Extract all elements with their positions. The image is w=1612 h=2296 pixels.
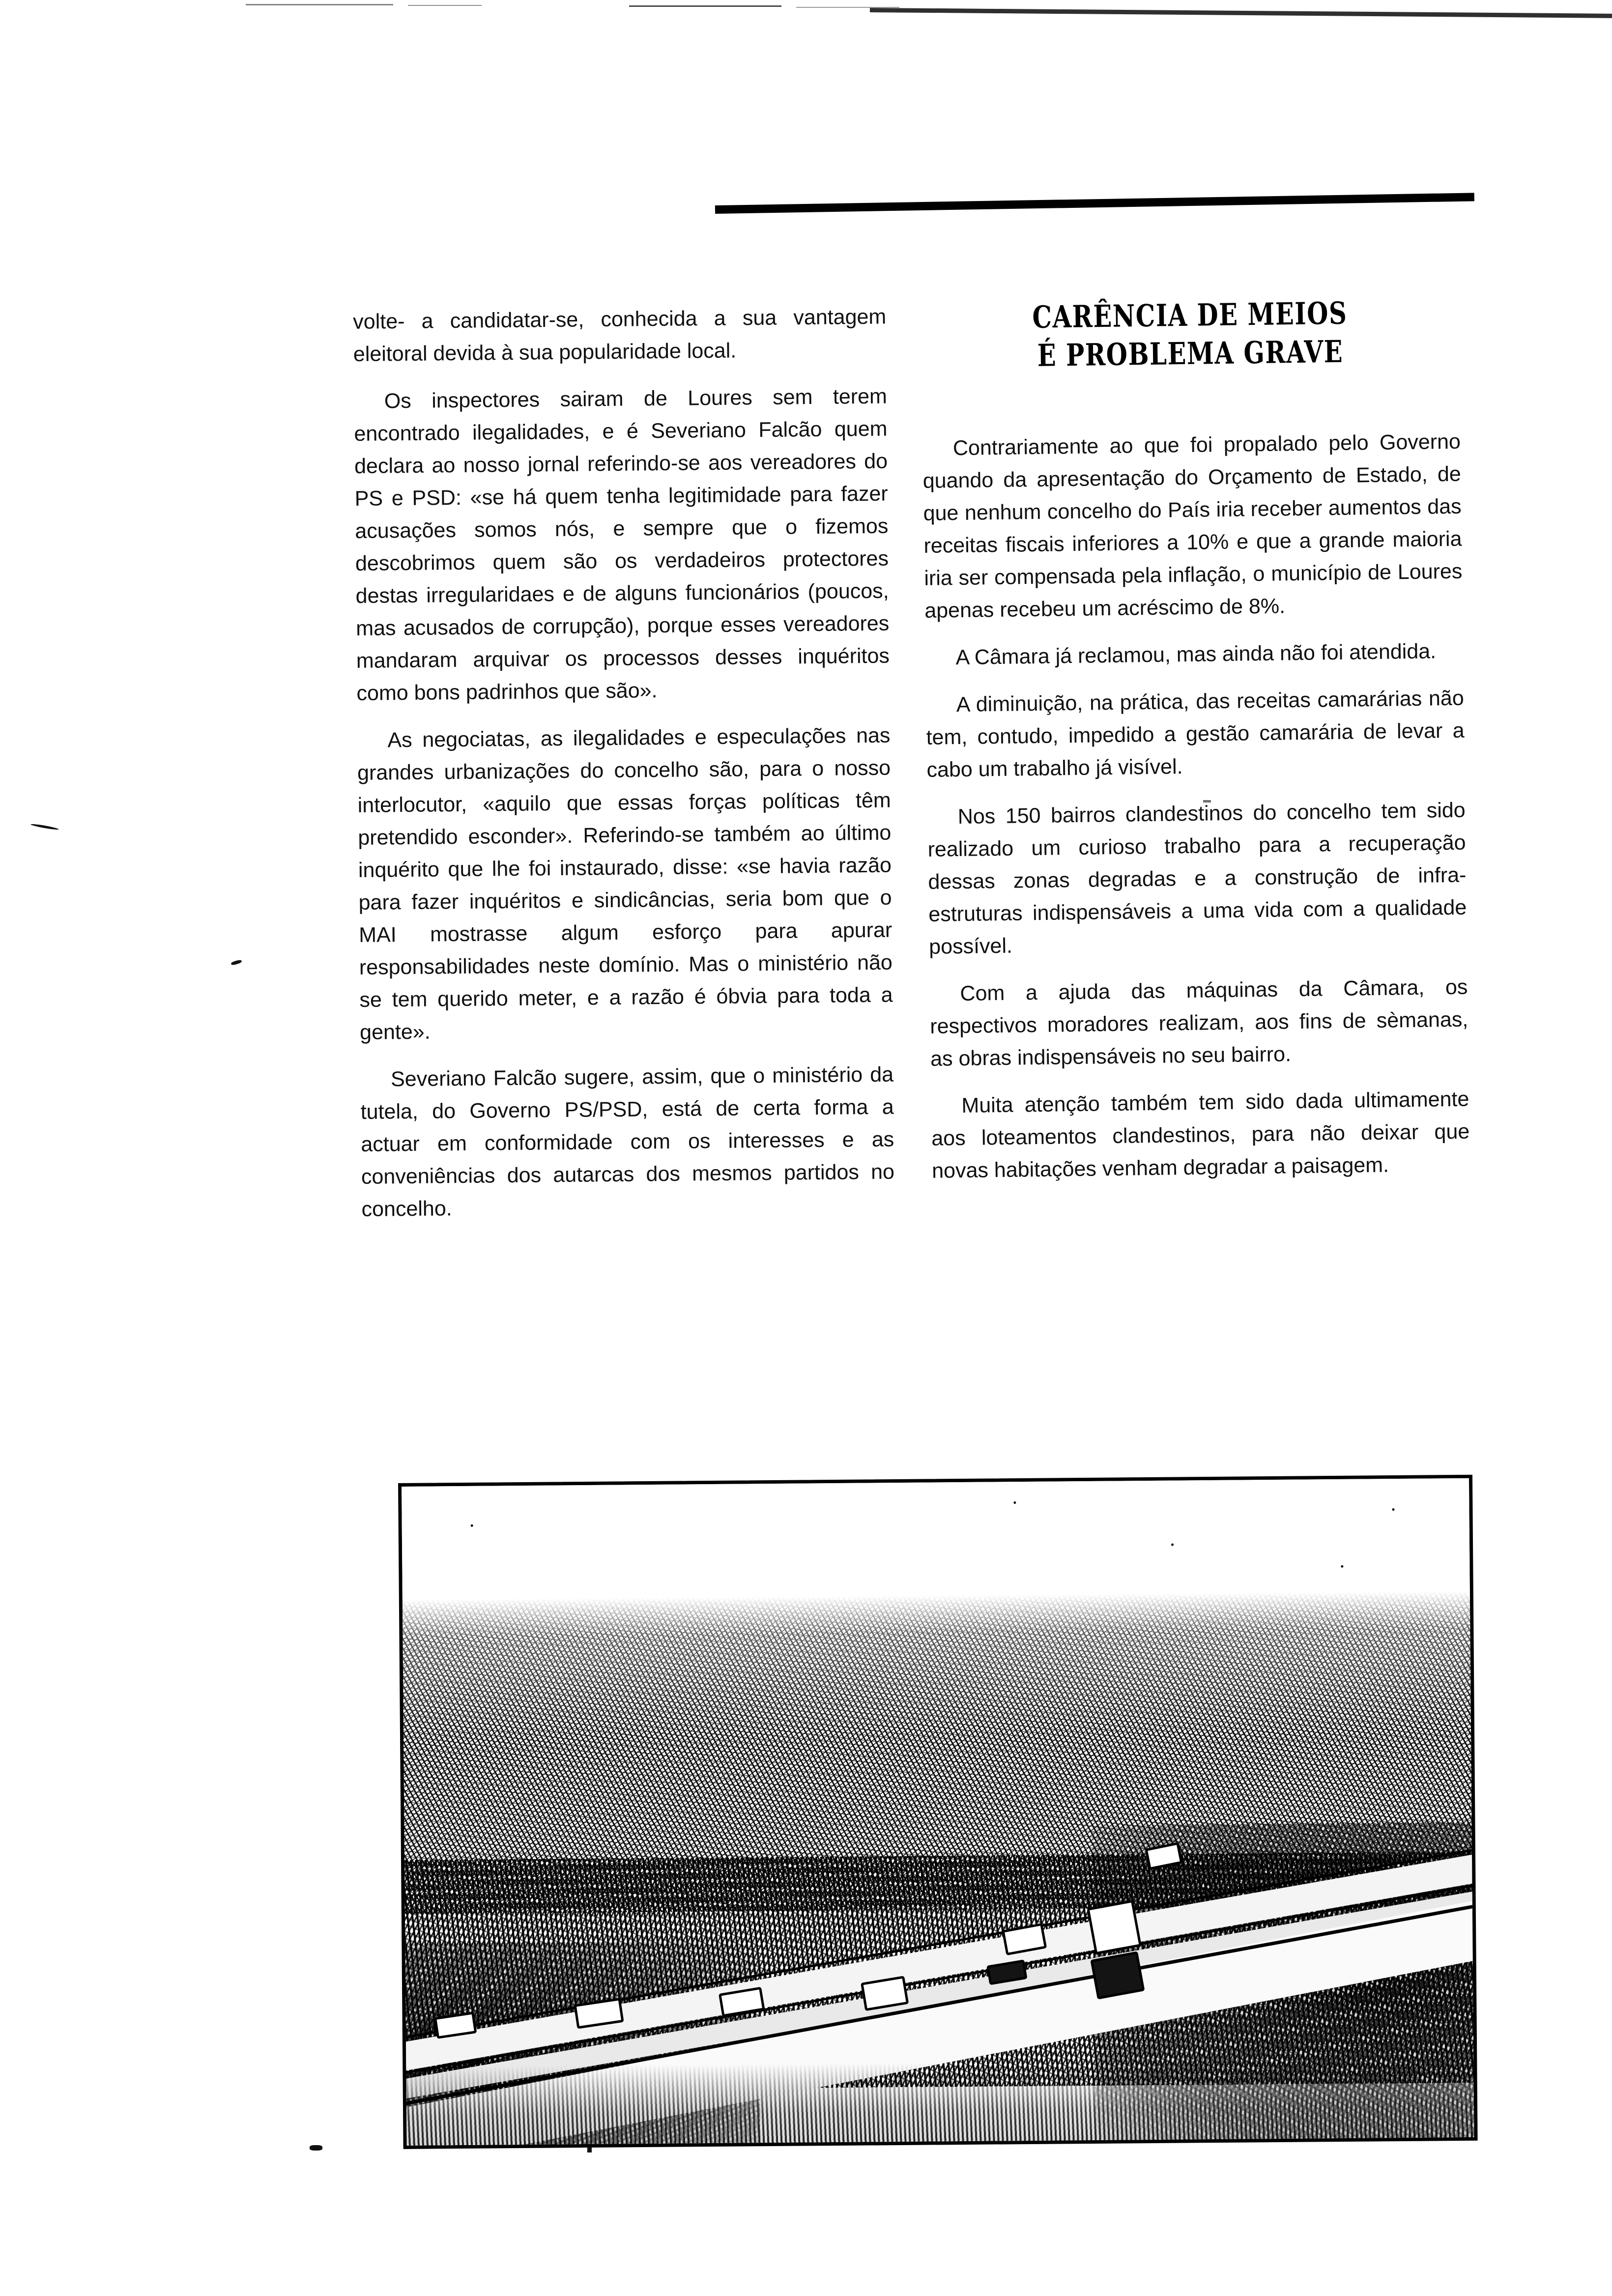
photo-foreground-shadow: [398, 2059, 1478, 2149]
photo-speck: [1392, 1508, 1394, 1511]
right-column-body: [922, 426, 1470, 1202]
paragraph: As negociatas, as ilegalidades e especulações nas grandes urbanizações do concelho são, para o nosso interlocutor, «aquilo que essas forças políticas têm pretendido esconder». Referindo-se também ao último inquérito que lhe foi instaurado, disse: «se havia razão para fazer inquéritos e sindicâncias, seria bom que o MAI mostrasse algum esforço para apurar responsabilidades neste domínio. Mas o ministério não se tem querido meter, e a razão é óbvia para toda a gente».: [357, 723, 893, 1044]
headline-line-1: CARÊNCIA DE MEIOS: [1032, 295, 1348, 335]
photo-vehicle: [1090, 1951, 1145, 1999]
headline-line-2: É PROBLEMA GRAVE: [1037, 333, 1344, 373]
paragraph: A Câmara já reclamou, mas ainda não foi atendida.: [955, 639, 1437, 670]
photograph-image: [402, 1478, 1474, 2146]
photo-speck: [471, 1524, 473, 1527]
paragraph: Severiano Falcão sugere, assim, que o ministério da tutela, do Governo PS/PSD, está de certa forma a actuar em conformidade com os interesses e as conveniências dos autarcas dos mesmos partidos no concelho.: [360, 1062, 895, 1221]
photo-speck: [1171, 1544, 1174, 1546]
paragraph: Os inspectores sairam de Loures sem terem encontrado ilegalidades, e é Severiano Falcão quem declara ao nosso jornal referindo-se aos vereadores do PS e PSD: «se há quem tenha legitimidade para fazer acusações somos nós, e sempre que o fizemos descobrimos quem são os verdadeiros protectores destas irregularidaes e de alguns funcionários (poucos, mas acusados de corrupção), porque esses vereadores mandaram arquivar os processos desses inquéritos como bons padrinhos que são».: [354, 384, 890, 705]
margin-ink-mark: [310, 2145, 322, 2151]
article-photograph: [398, 1475, 1478, 2149]
photo-speck: [1341, 1565, 1343, 1568]
paragraph: volte- a candidatar-se, conhecida a sua vantagem eleitoral devida à sua popularidade local.: [353, 305, 887, 366]
paragraph: Contrariamente ao que foi propalado pelo Governo quando da apresentação do Orçamento de Estado, de que nenhum concelho do País iria receber aumentos das receitas fiscais inferiores a 10% e que a grande maioria iria ser compensada pela inflação, o município de Loures apenas recebeu um acréscimo de 8%.: [922, 430, 1463, 623]
article-headline: [921, 294, 1460, 375]
left-column-body: [353, 301, 895, 1240]
paragraph: Nos 150 bairros clandestinos do concelho tem sido realizado um curioso trabalho para a recuperação dessas zonas degradas e a construção de infra-estruturas indispensáveis a uma vida com a qualidade possível.: [927, 798, 1467, 959]
paragraph: Com a ajuda das máquinas da Câmara, os respectivos moradores realizam, aos fins de sèmanas, as obras indispensáveis no seu bairro.: [930, 975, 1468, 1071]
paragraph: A diminuição, na prática, das receitas camarárias não tem, contudo, impedido a gestão camarária de levar a cabo um trabalho já visível.: [926, 686, 1465, 782]
photo-speck: [1013, 1501, 1016, 1504]
photo-vehicle: [1087, 1900, 1142, 1955]
paragraph: Muita atenção também tem sido dada ultimamente aos loteamentos clandestinos, para não deixar que novas habitações venham degradar a paisagem.: [931, 1087, 1470, 1183]
